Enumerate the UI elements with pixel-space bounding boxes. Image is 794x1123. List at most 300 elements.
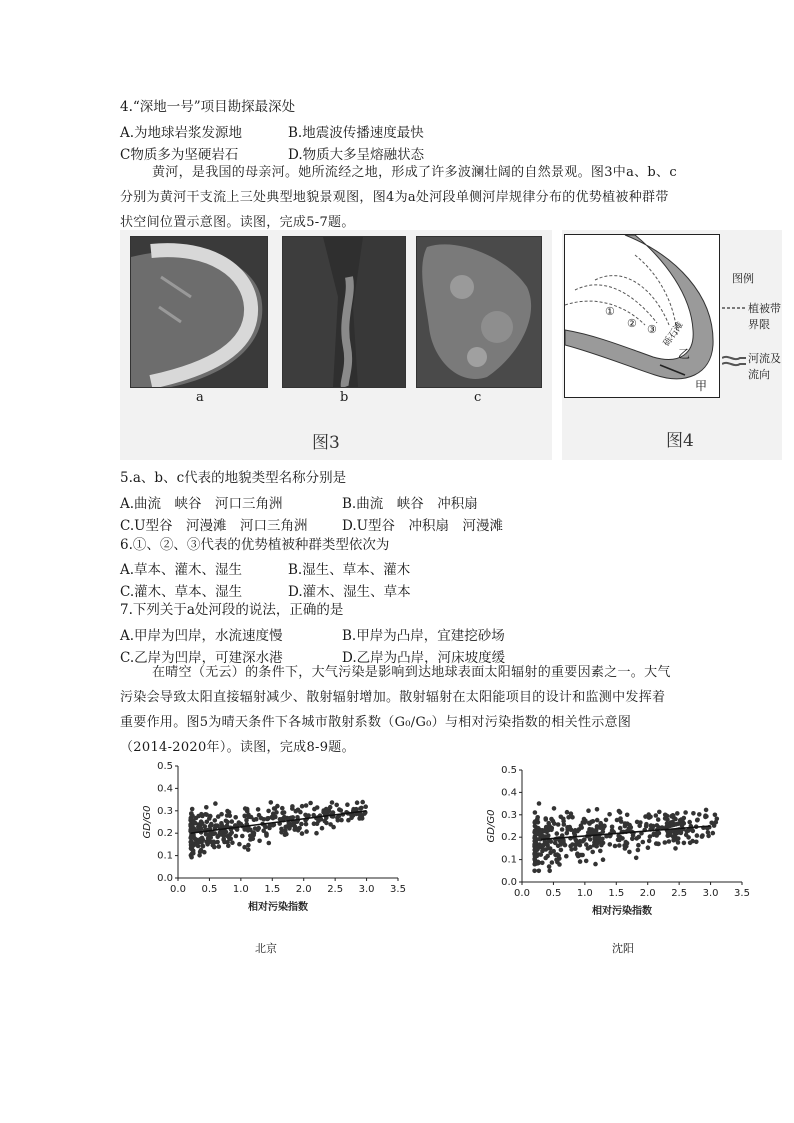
scatter-point [237,842,242,847]
scatter-point [586,808,591,813]
scatter-point [688,841,693,846]
scatter-point [269,800,274,805]
scatter-point [703,815,708,820]
x-tick-label: 0.0 [170,884,186,895]
scatter-point [205,820,210,825]
scatter-point [197,853,202,858]
q5-option-d: D.U型谷 冲积扇 河漫滩 [342,518,504,534]
scatter-chart-beijing [140,758,420,918]
y-axis-label: GD/G0 [142,805,153,839]
scatter-point [537,801,542,806]
scatter-point [225,820,230,825]
scatter-point [547,869,552,874]
scatter-point [678,818,683,823]
scatter-point [272,806,277,811]
scatter-point [259,816,264,821]
scatter-point [591,819,596,824]
chart-city-beijing: 北京 [255,942,277,955]
scatter-point [532,869,537,874]
scatter-point [299,822,304,827]
scatter-point [617,843,622,848]
scatter-point [316,819,321,824]
scatter-point [303,813,308,818]
q4-option-c: C物质多为坚硬岩石 [120,147,239,163]
scatter-point [533,857,538,862]
scatter-point [641,840,646,845]
q7-option-c: C.乙岸为凹岸，可建深水港 [120,650,283,666]
scatter-point [714,820,719,825]
scatter-point [312,807,317,812]
scatter-point [228,832,233,837]
scatter-point [230,819,235,824]
scatter-point [618,810,623,815]
scatter-point [193,836,198,841]
scatter-point [625,813,630,818]
x-axis-label: 相对污染指数 [248,902,308,913]
scatter-point [584,859,589,864]
scatter-point [300,804,305,809]
scatter-point [345,802,350,807]
x-tick-label: 1.0 [232,884,249,895]
scatter-point [537,869,542,874]
scatter-point [657,810,662,815]
scatter-point [533,842,538,847]
scatter-point [222,833,227,838]
y-axis-label: GD/G0 [486,809,497,843]
scatter-point [602,824,607,829]
scatter-point [607,812,612,817]
scatter-point [646,845,651,850]
scatter-point [358,806,363,811]
photo-b-gorge [282,236,406,388]
scatter-point [191,851,196,856]
scatter-point [533,810,538,815]
scatter-point [211,832,216,837]
legend-flow: 流向 [748,368,770,381]
scatter-point [593,862,598,867]
scatter-point [239,822,244,827]
scatter-point [558,842,563,847]
photo-label-c: c [474,390,482,405]
scatter-point [638,820,643,825]
q4-stem: 4.“深地一号”项目勘探最深处 [120,99,296,115]
y-tick-label: 0.3 [501,809,517,821]
scatter-point [200,836,205,841]
scatter-point [251,830,256,835]
scatter-point [559,848,564,853]
scatter-point [328,805,333,810]
scatter-point [627,850,632,855]
scatter-point [550,860,555,865]
scatter-point [279,830,284,835]
scatter-point [652,832,657,837]
q6-option-a: A.草本、灌木、湿生 [120,562,243,578]
y-tick-label: 0.1 [157,850,173,862]
zone-1-label: ① [605,305,615,318]
scatter-point [546,828,551,833]
scatter-point [682,841,687,846]
scatter-point [579,825,584,830]
scatter-point [665,817,670,822]
x-tick-label: 2.0 [295,884,312,895]
scatter-point [675,811,680,816]
scatter-point [673,846,678,851]
intro-pollution: 在晴空（无云）的条件下，大气污染是影响到达地球表面太阳辐射的重要因素之一。大气污染会导致太阳直接辐射减少、散射辐射增加。散射辐射在太阳能项目的设计和监测中发挥着重要作用。图5为晴天条件下各城市散射系数（G₀/G₀）与相对污染指数的相关性示意图（2014-2020年）。读图，完成8-9题。 [120,665,671,755]
scatter-point [573,828,578,833]
y-tick-label: 0.5 [501,765,517,776]
scatter-point [569,811,574,816]
scatter-point [579,853,584,858]
q6-option-d: D.灌木、湿生、草本 [288,584,411,600]
scatter-point [363,804,368,809]
scatter-point [266,809,271,814]
scatter-point [618,826,623,831]
scatter-point [540,849,545,854]
scatter-point [549,817,554,822]
scatter-point [574,838,579,843]
scatter-point [535,815,540,820]
scatter-point [334,803,339,808]
scatter-point [604,818,609,823]
scatter-point [212,840,217,845]
scatter-point [617,838,622,843]
scatter-point [324,821,329,826]
scatter-point [189,824,194,829]
scatter-point [683,810,688,815]
scatter-point [221,837,226,842]
y-tick-label: 0.2 [501,832,517,844]
scatter-point [189,855,194,860]
figure-3 [120,230,552,460]
q4-option-d: D.物质大多呈熔融状态 [288,147,425,163]
x-tick-label: 1.0 [576,888,593,899]
y-tick-label: 0.4 [157,783,173,795]
x-tick-label: 0.5 [201,884,218,895]
scatter-point [282,810,287,815]
scatter-point [615,818,620,823]
scatter-point [695,833,700,838]
scatter-point [248,837,253,842]
scatter-point [280,806,285,811]
scatter-point [204,805,209,810]
scatter-point [323,810,328,815]
x-tick-label: 3.5 [734,888,750,899]
scatter-point [291,815,296,820]
scatter-point [595,807,600,812]
legend-title: 图例 [732,272,754,285]
scatter-point [586,830,591,835]
scatter-point [296,828,301,833]
scatter-point [294,809,299,814]
scatter-point [556,822,561,827]
scatter-point [240,834,245,839]
q7-option-d: D.乙岸为凸岸，河床坡度缓 [342,650,506,666]
scatter-point [220,823,225,828]
scatter-point [213,818,218,823]
scatter-point [287,826,292,831]
x-tick-label: 2.0 [639,888,656,899]
q6-option-b: B.湿生、草本、灌木 [288,562,411,578]
scatter-point [610,828,615,833]
x-tick-label: 3.0 [702,888,719,899]
scatter-point [713,813,718,818]
scatter-point [544,817,549,822]
scatter-point [555,852,560,857]
scatter-point [196,825,201,830]
photo-label-b: b [340,390,349,405]
scatter-point [583,819,588,824]
q5-stem: 5.a、b、c代表的地貌类型名称分别是 [120,470,347,486]
scatter-point [256,826,261,831]
scatter-point [284,832,289,837]
scatter-point [217,844,222,849]
scatter-point [595,818,600,823]
scatter-point [598,821,603,826]
scatter-point [273,815,278,820]
scatter-point [330,800,335,805]
scatter-point [349,816,354,821]
scatter-point [594,830,599,835]
scatter-point [552,806,557,811]
scatter-point [331,825,336,830]
scatter-point [654,813,659,818]
q7-option-b: B.甲岸为凸岸，宜建挖砂场 [342,628,505,644]
scatter-point [613,844,618,849]
scatter-point [686,835,691,840]
scatter-point [540,861,545,866]
scatter-point [679,830,684,835]
scatter-point [339,818,344,823]
scatter-point [676,836,681,841]
q7-option-a: A.甲岸为凹岸，水流速度慢 [120,628,283,644]
scatter-point [711,831,716,836]
scatter-point [298,810,303,815]
scatter-point [532,852,537,857]
q5-option-a: A.曲流 峡谷 河口三角洲 [120,496,283,512]
zone-3-label: ③ [647,323,657,336]
scatter-point [547,824,552,829]
y-tick-label: 0.4 [501,787,517,799]
x-tick-label: 0.0 [514,888,530,899]
scatter-point [706,834,711,839]
scatter-point [199,812,204,817]
scatter-point [209,823,214,828]
bank-jia-label: 甲 [695,379,708,393]
scatter-point [257,839,262,844]
q4-option-b: B.地震波传播速度最快 [288,125,424,141]
x-axis-label: 相对污染指数 [592,906,652,917]
scatter-point [536,826,541,831]
scatter-point [267,841,272,846]
x-tick-label: 3.0 [358,884,375,895]
legend-river-icon [722,354,746,368]
scatter-point [561,819,566,824]
scatter-point [567,827,572,832]
scatter-point [547,864,552,869]
scatter-point [545,854,550,859]
x-tick-label: 1.5 [264,884,281,895]
scatter-point [656,842,661,847]
scatter-point [234,834,239,839]
scatter-point [217,833,222,838]
scatter-point [249,815,254,820]
trend-line [191,811,367,833]
q4-option-a: A.为地球岩浆发源地 [120,125,243,141]
scatter-point [667,839,672,844]
scatter-point [559,815,564,820]
gravel-beach-label: 砾石滩 [661,320,686,349]
scatter-point [213,801,218,806]
scatter-point [358,815,363,820]
scatter-point [543,840,548,845]
scatter-point [627,823,632,828]
y-tick-label: 0.0 [501,877,517,888]
scatter-point [355,800,360,805]
scatter-point [554,858,559,863]
scatter-point [590,850,595,855]
scatter-point [647,839,652,844]
chart-city-shenyang: 沈阳 [612,942,634,955]
scatter-point [254,817,259,822]
scatter-point [655,823,660,828]
scatter-point [636,848,641,853]
scatter-point [339,808,344,813]
scatter-point [216,814,221,819]
scatter-point [538,844,543,849]
scatter-point [314,831,319,836]
scatter-point [695,818,700,823]
scatter-point [634,856,639,861]
figure-3-caption: 图3 [312,433,340,453]
scatter-point [560,827,565,832]
scatter-point [208,814,213,819]
scatter-point [569,847,574,852]
scatter-point [546,846,551,851]
scatter-point [300,831,305,836]
scatter-point [595,842,600,847]
photo-a-meander [130,236,268,388]
photo-c-delta [416,236,542,388]
scatter-point [199,848,204,853]
scatter-point [246,847,251,852]
zone-2-label: ② [627,317,637,330]
legend-river: 河流及 [748,352,781,365]
scatter-point [564,854,569,859]
scatter-point [189,844,194,849]
scatter-point [691,811,696,816]
q6-stem: 6.①、②、③代表的优势植被种群类型依次为 [120,537,390,553]
scatter-point [190,807,195,812]
scatter-point [657,831,662,836]
scatter-point [700,834,705,839]
scatter-point [601,829,606,834]
scatter-point [360,800,365,805]
scatter-point [578,859,583,864]
scatter-point [580,839,585,844]
scatter-point [623,846,628,851]
photo-label-a: a [196,390,204,405]
scatter-point [584,842,589,847]
scatter-point [534,831,539,836]
figure-4-caption: 图4 [666,431,694,451]
scatter-point [552,821,557,826]
scatter-point [671,838,676,843]
figure-4 [562,230,782,460]
scatter-chart-shenyang [484,762,764,922]
legend-boundary: 界限 [748,318,770,331]
scatter-point [203,812,208,817]
scatter-point [625,841,630,846]
legend-vegetation: 植被带 [748,302,781,315]
scatter-point [308,801,313,806]
y-tick-label: 0.0 [157,873,173,884]
scatter-point [704,808,709,813]
x-tick-label: 3.5 [390,884,406,895]
scatter-point [684,829,689,834]
scatter-point [588,837,593,842]
x-tick-label: 0.5 [545,888,562,899]
figure-4-map [564,234,720,398]
scatter-point [242,814,247,819]
scatter-point [656,817,661,822]
scatter-point [643,814,648,819]
x-tick-label: 2.5 [327,884,344,895]
scatter-point [636,843,641,848]
scatter-point [320,826,325,831]
bank-yi-label: 乙 [678,347,691,361]
scatter-point [304,829,309,834]
scatter-point [312,821,317,826]
scatter-point [190,813,195,818]
scatter-point [290,804,295,809]
y-tick-label: 0.5 [157,761,173,772]
scatter-point [634,836,639,841]
scatter-point [673,817,678,822]
scatter-point [608,842,613,847]
scatter-point [578,843,583,848]
y-tick-label: 0.1 [501,854,517,866]
scatter-point [644,822,649,827]
scatter-point [601,857,606,862]
q5-option-c: C.U型谷 河漫滩 河口三角洲 [120,518,308,534]
scatter-point [292,821,297,826]
scatter-point [663,840,668,845]
scatter-point [304,803,309,808]
scatter-point [264,831,269,836]
scatter-point [228,837,233,842]
q5-option-b: B.曲流 峡谷 冲积扇 [342,496,478,512]
scatter-point [555,831,560,836]
scatter-point [200,821,205,826]
q7-stem: 7.下列关于a处河段的说法，正确的是 [120,602,344,618]
scatter-point [233,815,238,820]
x-tick-label: 2.5 [671,888,688,899]
scatter-point [598,849,603,854]
scatter-point [256,807,261,812]
legend-boundary-icon [722,304,746,312]
scatter-point [697,812,702,817]
scatter-point [668,832,673,837]
scatter-point [207,832,212,837]
scatter-point [687,820,692,825]
scatter-point [592,836,597,841]
y-tick-label: 0.2 [157,828,173,840]
q6-option-c: C.灌木、草本、湿生 [120,584,243,600]
intro-yellow-river: 黄河，是我国的母亲河。她所流经之地，形成了许多波澜壮阔的自然景观。图3中a、b、c分别为黄河干支流上三处典型地貌景观图，图4为a处河段单侧河岸规律分布的优势植被种群带状空间位置示意图。读图，完成5-7题。 [120,165,677,230]
y-tick-label: 0.3 [157,805,173,817]
x-tick-label: 1.5 [608,888,625,899]
scatter-point [196,844,201,849]
